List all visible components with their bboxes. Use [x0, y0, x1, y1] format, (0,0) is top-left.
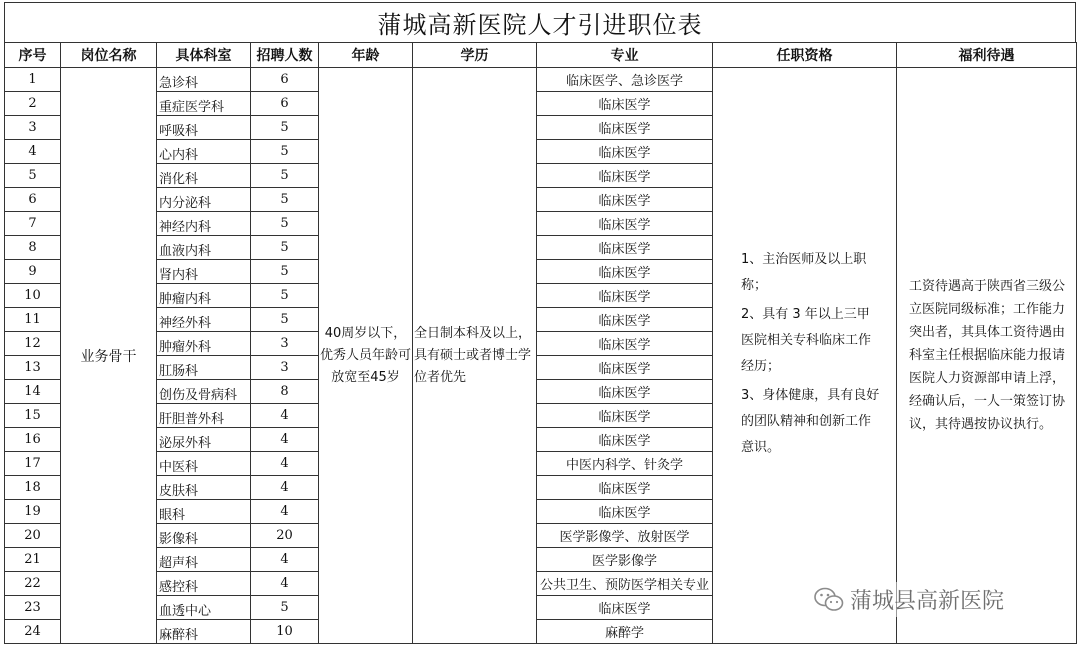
department-cell: 血液内科: [157, 236, 251, 260]
row-number: 14: [5, 380, 61, 404]
hiring-count-cell: 5: [251, 260, 319, 284]
hiring-count-cell: 5: [251, 116, 319, 140]
row-number: 16: [5, 428, 61, 452]
major-cell: 临床医学: [537, 308, 713, 332]
table-row: [5, 68, 1077, 92]
department-cell: 消化科: [157, 164, 251, 188]
qualification-item: 3、身体健康，具有良好的团队精神和创新工作意识。: [741, 388, 880, 455]
row-number: 8: [5, 236, 61, 260]
row-number: 5: [5, 164, 61, 188]
hiring-count-cell: 4: [251, 500, 319, 524]
major-cell: 临床医学、急诊医学: [537, 68, 713, 92]
major-cell: 临床医学: [537, 380, 713, 404]
row-number: 4: [5, 140, 61, 164]
hiring-count-cell: 3: [251, 332, 319, 356]
row-number: 23: [5, 596, 61, 620]
major-cell: 临床医学: [537, 260, 713, 284]
department-cell: 心内科: [157, 140, 251, 164]
department-cell: 创伤及骨病科: [157, 380, 251, 404]
major-cell: 临床医学: [537, 356, 713, 380]
hiring-count-cell: 8: [251, 380, 319, 404]
major-cell: 临床医学: [537, 212, 713, 236]
hiring-count-cell: 5: [251, 308, 319, 332]
row-number: 6: [5, 188, 61, 212]
major-cell: 临床医学: [537, 476, 713, 500]
major-cell: 临床医学: [537, 236, 713, 260]
header-major: 专业: [537, 43, 713, 68]
hiring-count-cell: 5: [251, 188, 319, 212]
hiring-count-cell: 20: [251, 524, 319, 548]
department-cell: 内分泌科: [157, 188, 251, 212]
hiring-count-cell: 3: [251, 356, 319, 380]
department-cell: 感控科: [157, 572, 251, 596]
hiring-count-cell: 5: [251, 212, 319, 236]
hiring-count-cell: 4: [251, 428, 319, 452]
row-number: 10: [5, 284, 61, 308]
department-cell: 肿瘤内科: [157, 284, 251, 308]
header-no: 序号: [5, 43, 61, 68]
hiring-count-cell: 4: [251, 572, 319, 596]
education-requirement-cell: 全日制本科及以上，具有硕士或者博士学位者优先: [413, 68, 537, 644]
row-number: 2: [5, 92, 61, 116]
department-cell: 肛肠科: [157, 356, 251, 380]
row-number: 9: [5, 260, 61, 284]
row-number: 13: [5, 356, 61, 380]
department-cell: 呼吸科: [157, 116, 251, 140]
department-cell: 肝胆普外科: [157, 404, 251, 428]
major-cell: 临床医学: [537, 284, 713, 308]
hiring-count-cell: 6: [251, 68, 319, 92]
major-cell: 临床医学: [537, 404, 713, 428]
row-number: 3: [5, 116, 61, 140]
department-cell: 超声科: [157, 548, 251, 572]
major-cell: 医学影像学: [537, 548, 713, 572]
row-number: 20: [5, 524, 61, 548]
department-cell: 神经外科: [157, 308, 251, 332]
header-education: 学历: [413, 43, 537, 68]
page-title: 蒲城高新医院人才引进职位表: [4, 2, 1076, 42]
hiring-count-cell: 4: [251, 404, 319, 428]
major-cell: 临床医学: [537, 140, 713, 164]
row-number: 22: [5, 572, 61, 596]
header-age: 年龄: [319, 43, 413, 68]
hiring-count-cell: 5: [251, 596, 319, 620]
major-cell: 临床医学: [537, 596, 713, 620]
qualification-item: 1、主治医师及以上职称；: [741, 252, 867, 293]
hiring-count-cell: 5: [251, 236, 319, 260]
hiring-count-cell: 10: [251, 620, 319, 644]
header-count: 招聘人数: [251, 43, 319, 68]
department-cell: 神经内科: [157, 212, 251, 236]
major-cell: 临床医学: [537, 164, 713, 188]
qualification-item: 2、具有 3 年以上三甲医院相关专科临床工作经历；: [741, 307, 872, 374]
header-qualification: 任职资格: [713, 43, 897, 68]
row-number: 12: [5, 332, 61, 356]
department-cell: 肾内科: [157, 260, 251, 284]
wechat-icon: [814, 587, 844, 613]
header-dept: 具体科室: [157, 43, 251, 68]
welfare-cell: 工资待遇高于陕西省三级公立医院同级标准；工作能力突出者，其具体工资待遇由科室主任根据临床能力报请医院人力资源部申请上浮，经确认后，一人一策签订协议，其待遇按协议执行。: [897, 68, 1077, 644]
row-number: 11: [5, 308, 61, 332]
row-number: 7: [5, 212, 61, 236]
department-cell: 血透中心: [157, 596, 251, 620]
major-cell: 临床医学: [537, 428, 713, 452]
department-cell: 皮肤科: [157, 476, 251, 500]
row-number: 24: [5, 620, 61, 644]
major-cell: 公共卫生、预防医学相关专业: [537, 572, 713, 596]
major-cell: 医学影像学、放射医学: [537, 524, 713, 548]
row-number: 1: [5, 68, 61, 92]
major-cell: 临床医学: [537, 332, 713, 356]
header-post: 岗位名称: [61, 43, 157, 68]
hiring-count-cell: 4: [251, 548, 319, 572]
major-cell: 临床医学: [537, 92, 713, 116]
row-number: 15: [5, 404, 61, 428]
department-cell: 麻醉科: [157, 620, 251, 644]
major-cell: 临床医学: [537, 116, 713, 140]
row-number: 17: [5, 452, 61, 476]
row-number: 21: [5, 548, 61, 572]
department-cell: 影像科: [157, 524, 251, 548]
watermark: [810, 582, 1008, 617]
row-number: 18: [5, 476, 61, 500]
hiring-count-cell: 6: [251, 92, 319, 116]
header-row: [5, 43, 1077, 68]
major-cell: 麻醉学: [537, 620, 713, 644]
hiring-count-cell: 5: [251, 140, 319, 164]
hiring-count-cell: 4: [251, 476, 319, 500]
department-cell: 眼科: [157, 500, 251, 524]
qualification-cell: [713, 68, 897, 644]
hiring-count-cell: 4: [251, 452, 319, 476]
major-cell: 中医内科学、针灸学: [537, 452, 713, 476]
hiring-count-cell: 5: [251, 284, 319, 308]
watermark-text: 蒲城县高新医院: [850, 589, 1005, 614]
age-requirement-cell: 40周岁以下，优秀人员年龄可放宽至45岁: [319, 68, 413, 644]
department-cell: 肿瘤外科: [157, 332, 251, 356]
positions-table: [4, 42, 1077, 644]
major-cell: 临床医学: [537, 188, 713, 212]
department-cell: 泌尿外科: [157, 428, 251, 452]
table-body: [5, 68, 1077, 644]
department-cell: 中医科: [157, 452, 251, 476]
department-cell: 急诊科: [157, 68, 251, 92]
hiring-count-cell: 5: [251, 164, 319, 188]
department-cell: 重症医学科: [157, 92, 251, 116]
major-cell: 临床医学: [537, 500, 713, 524]
row-number: 19: [5, 500, 61, 524]
post-name-cell: 业务骨干: [61, 68, 157, 644]
header-welfare: 福利待遇: [897, 43, 1077, 68]
